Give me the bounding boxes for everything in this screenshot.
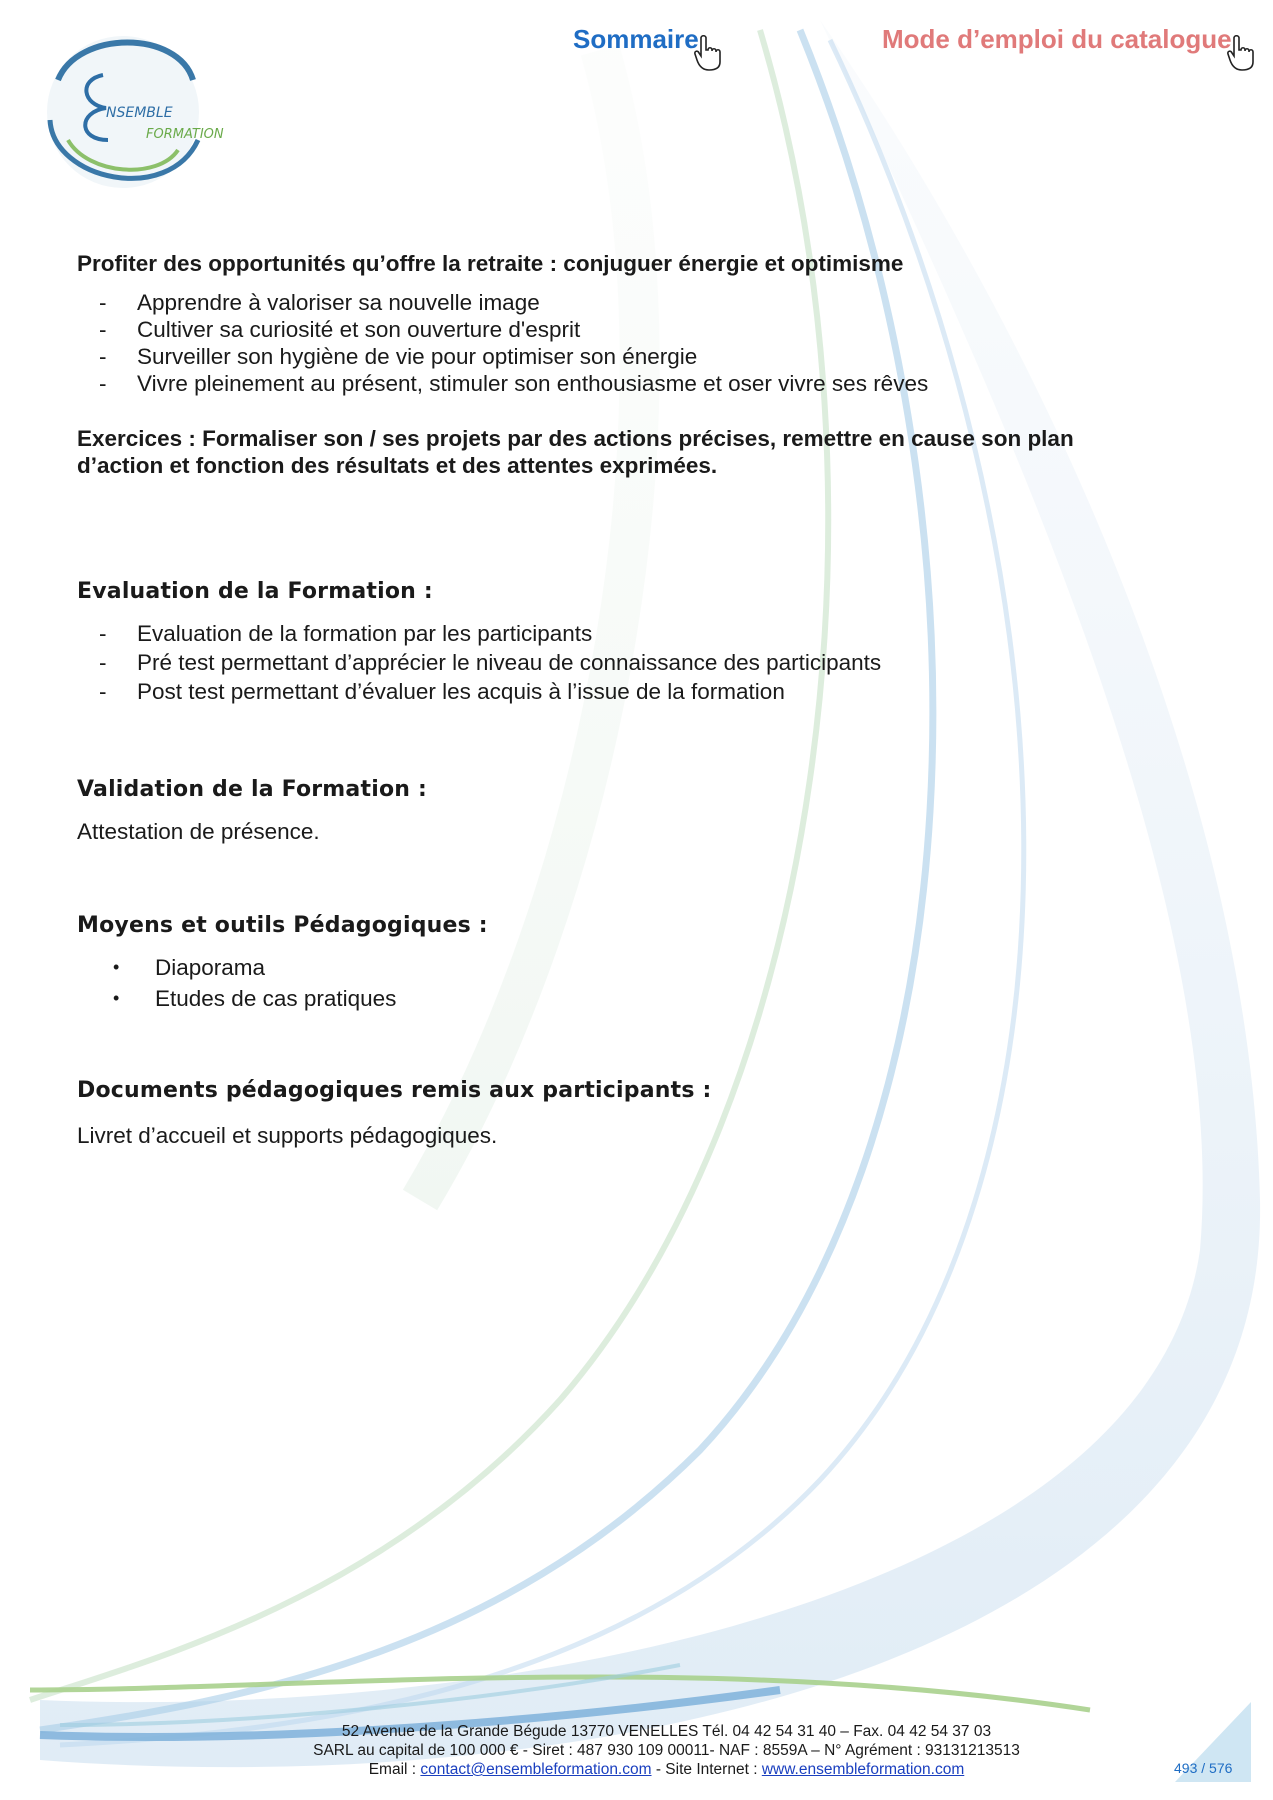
exercise-text: Exercices : Formaliser son / ses projets par des actions précises, remettre en cause son plan d’action et fonction des résultats et des attentes exprimées. (77, 426, 1074, 478)
pointing-hand-icon (1226, 34, 1256, 72)
opportunities-list (77, 289, 1157, 397)
ensemble-formation-logo (28, 20, 238, 195)
footer (0, 1722, 1273, 1779)
list-item: • Etudes de cas pratiques (113, 986, 397, 1011)
list-item: - Pré test permettant d’apprécier le niveau de connaissance des participants (99, 650, 882, 675)
list-item: - Surveiller son hygiène de vie pour optimiser son énergie (99, 344, 698, 369)
documents-text: Livret d’accueil et supports pédagogiques. (77, 1123, 498, 1148)
mode-emploi-label: Mode d’emploi du catalogue (882, 24, 1232, 54)
mode-emploi-link[interactable] (882, 24, 1256, 72)
section-title: Profiter des opportunités qu’offre la retraite : conjuguer énergie et optimisme (77, 251, 904, 276)
validation-text: Attestation de présence. (77, 819, 320, 844)
document-body (77, 250, 1157, 1149)
evaluation-heading: Evaluation de la Formation : (77, 579, 433, 604)
footer-address: 52 Avenue de la Grande Bégude 13770 VENELLES Tél. 04 42 54 31 40 – Fax. 04 42 54 37 03 (341, 1723, 992, 1740)
sommaire-link[interactable] (573, 24, 723, 72)
list-item: • Diaporama (113, 955, 266, 980)
list-item: - Apprendre à valoriser sa nouvelle image (99, 290, 540, 315)
list-item: - Evaluation de la formation par les participants (99, 621, 593, 646)
sommaire-label: Sommaire (573, 24, 699, 54)
validation-heading: Validation de la Formation : (77, 777, 427, 802)
footer-legal: SARL au capital de 100 000 € - Siret : 487 930 109 00011- NAF : 8559A – N° Agrément : 93131213513 (313, 1742, 1020, 1759)
documents-heading: Documents pédagogiques remis aux participants : (77, 1078, 712, 1103)
svg-text:NSEMBLE: NSEMBLE (106, 105, 173, 121)
email-link[interactable]: contact@ensembleformation.com (420, 1761, 652, 1778)
website-link[interactable]: www.ensembleformation.com (761, 1761, 965, 1778)
list-item: - Vivre pleinement au présent, stimuler son enthousiasme et oser vivre ses rêves (99, 371, 929, 396)
evaluation-list (77, 619, 1157, 706)
list-item: - Post test permettant d’évaluer les acquis à l’issue de la formation (99, 679, 785, 704)
footer-contact: Email : contact@ensembleformation.com - Site Internet : www.ensembleformation.com (368, 1761, 965, 1778)
pointing-hand-icon (693, 34, 723, 72)
svg-text:FORMATION: FORMATION (146, 127, 224, 142)
list-item: - Cultiver sa curiosité et son ouverture d'esprit (99, 317, 581, 342)
moyens-list (77, 952, 1157, 1014)
moyens-heading: Moyens et outils Pédagogiques : (77, 913, 488, 938)
page-number: 493 / 576 (1174, 1760, 1233, 1776)
